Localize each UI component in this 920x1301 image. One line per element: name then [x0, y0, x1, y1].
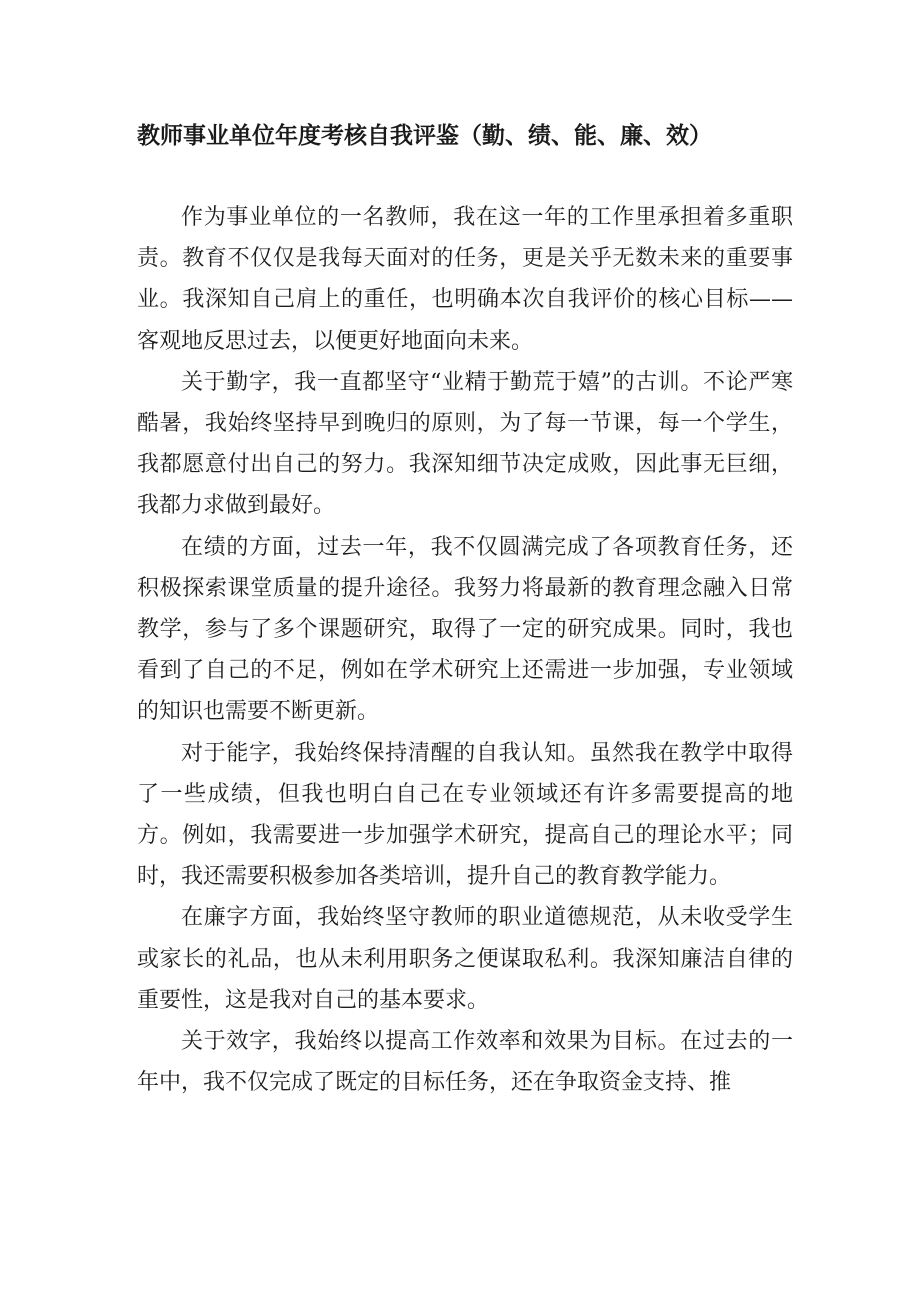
- paragraph-performance: 在绩的方面，过去一年，我不仅圆满完成了各项教育任务，还积极探索课堂质量的提升途径。我努力将最新的教育理念融入日常教学，参与了多个课题研究，取得了一定的研究成果。同时，我也看到了自己的不足，例如在学术研究上还需进一步加强，专业领域的知识也需要不断更新。: [137, 534, 793, 725]
- document-body: [137, 197, 793, 1103]
- paragraph-diligence: 关于勤字，我一直都坚守“业精于勤荒于嬉”的古训。不论严寒酷暑，我始终坚持早到晚归的原则，为了每一节课，每一个学生，我都愿意付出自己的努力。我深知细节决定成败，因此事无巨细，我都力求做到最好。: [137, 369, 793, 519]
- document-title: 教师事业单位年度考核自我评鉴（勤、绩、能、廉、效）: [137, 123, 712, 149]
- paragraph-intro: 作为事业单位的一名教师，我在这一年的工作里承担着多重职责。教育不仅仅是我每天面对的任务，更是关乎无数未来的重要事业。我深知自己肩上的重任，也明确本次自我评价的核心目标——客观地反思过去，以便更好地面向未来。: [137, 205, 793, 354]
- paragraph-ability: 对于能字，我始终保持清醒的自我认知。虽然我在教学中取得了一些成绩，但我也明白自己在专业领域还有许多需要提高的地方。例如，我需要进一步加强学术研究，提高自己的理论水平；同时，我还需要积极参加各类培训，提升自己的教育教学能力。: [137, 740, 793, 890]
- paragraph-integrity: 在廉字方面，我始终坚守教师的职业道德规范，从未收受学生或家长的礼品，也从未利用职务之便谋取私利。我深知廉洁自律的重要性，这是我对自己的基本要求。: [137, 905, 793, 1013]
- paragraph-efficiency: 关于效字，我始终以提高工作效率和效果为目标。在过去的一年中，我不仅完成了既定的目标任务，还在争取资金支持、推: [137, 1029, 793, 1096]
